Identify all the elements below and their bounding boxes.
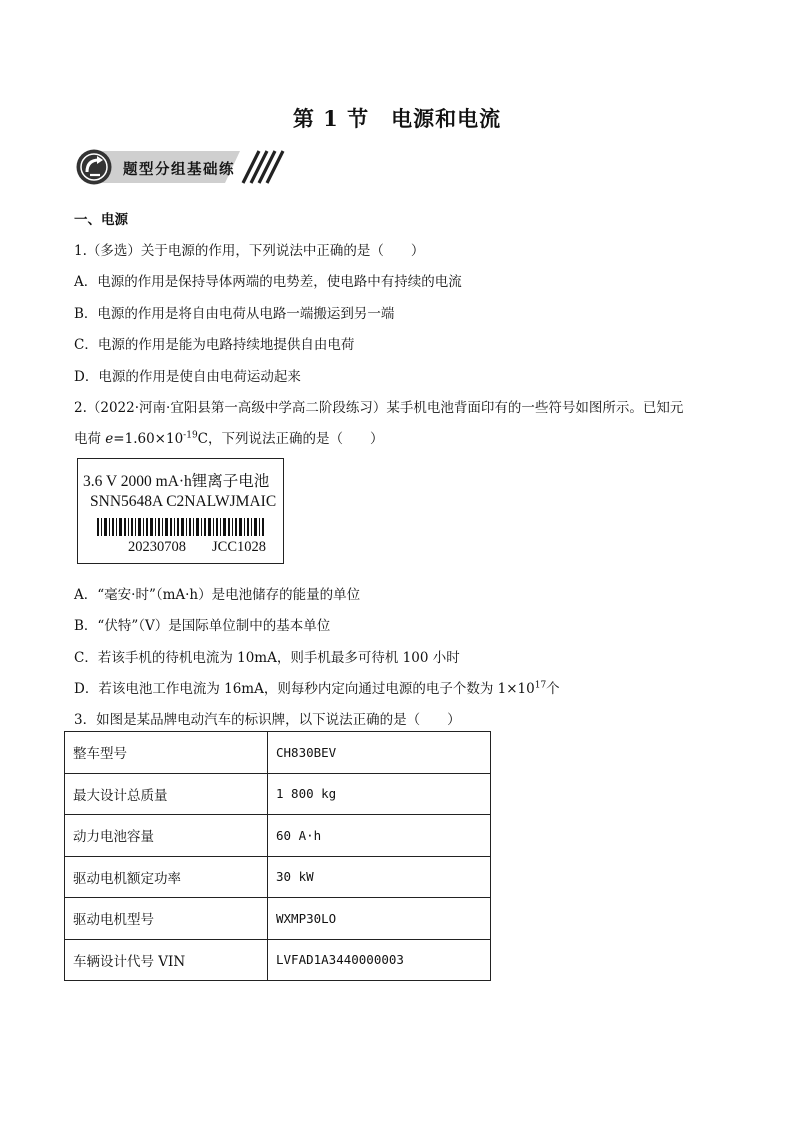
question-2-stem-line2: 电荷 $e=1.60\times 10^{-19}C$，下列说法正确的是（ ） <box>74 430 384 447</box>
banner-label: 题型分组基础练 <box>123 162 235 178</box>
section-heading: 一、电源 <box>74 212 128 228</box>
table-row: 动力电池容量 60 A·h <box>65 815 491 857</box>
table-row: 整车型号 CH830BEV <box>65 732 491 774</box>
table-row: 驱动电机额定功率 30 kW <box>65 856 491 898</box>
barcode-icon <box>97 518 265 536</box>
table-row: 车辆设计代号 VIN LVFAD1A3440000003 <box>65 939 491 981</box>
question-2-option-c: C．若该手机的待机电流为 10mA，则手机最多可待机 100 小时 <box>74 650 460 666</box>
question-3-stem: 3．如图是某品牌电动汽车的标识牌，以下说法正确的是（ ） <box>74 712 461 728</box>
vehicle-spec-table <box>64 731 491 981</box>
question-1-option-b: B．电源的作用是将自由电荷从电路一端搬运到另一端 <box>74 306 395 322</box>
section-number: 第 1 节 <box>292 106 370 131</box>
question-2-stem-line1: 2.（2022·河南·宜阳县第一高级中学高二阶段练习）某手机电池背面印有的一些符号如图所示。已知元 <box>74 400 684 416</box>
question-1-option-c: C．电源的作用是能为电路持续地提供自由电荷 <box>74 337 355 353</box>
question-1-option-d: D．电源的作用是使自由电荷运动起来 <box>74 369 301 385</box>
question-2-option-a: A．“毫安·时”（mA·h）是电池储存的能量的单位 <box>74 587 361 603</box>
table-row: 最大设计总质量 1 800 kg <box>65 773 491 815</box>
page-title <box>0 103 794 133</box>
battery-code-line: 20230708 JCC1028 <box>128 539 266 555</box>
question-2-option-d: D．若该电池工作电流为 16mA，则每秒内定向通过电源的电子个数为 $1\times 10^{17}$个 <box>74 680 560 697</box>
battery-label-figure <box>77 458 284 564</box>
question-1-option-a: A．电源的作用是保持导体两端的电势差，使电路中有持续的电流 <box>74 274 462 290</box>
section-name: 电源和电流 <box>391 106 502 131</box>
table-row: 驱动电机型号 WXMP30LO <box>65 898 491 940</box>
question-2-option-b: B．“伏特”（V）是国际单位制中的基本单位 <box>74 618 331 634</box>
battery-serial-line: SNN5648A C2NALWJMAIC <box>90 493 277 510</box>
question-1-stem: 1.（多选）关于电源的作用，下列说法中正确的是（ ） <box>74 243 425 259</box>
battery-spec-line: 3.6 V 2000 mA·h锂离子电池 <box>83 473 270 490</box>
section-banner <box>75 148 285 186</box>
